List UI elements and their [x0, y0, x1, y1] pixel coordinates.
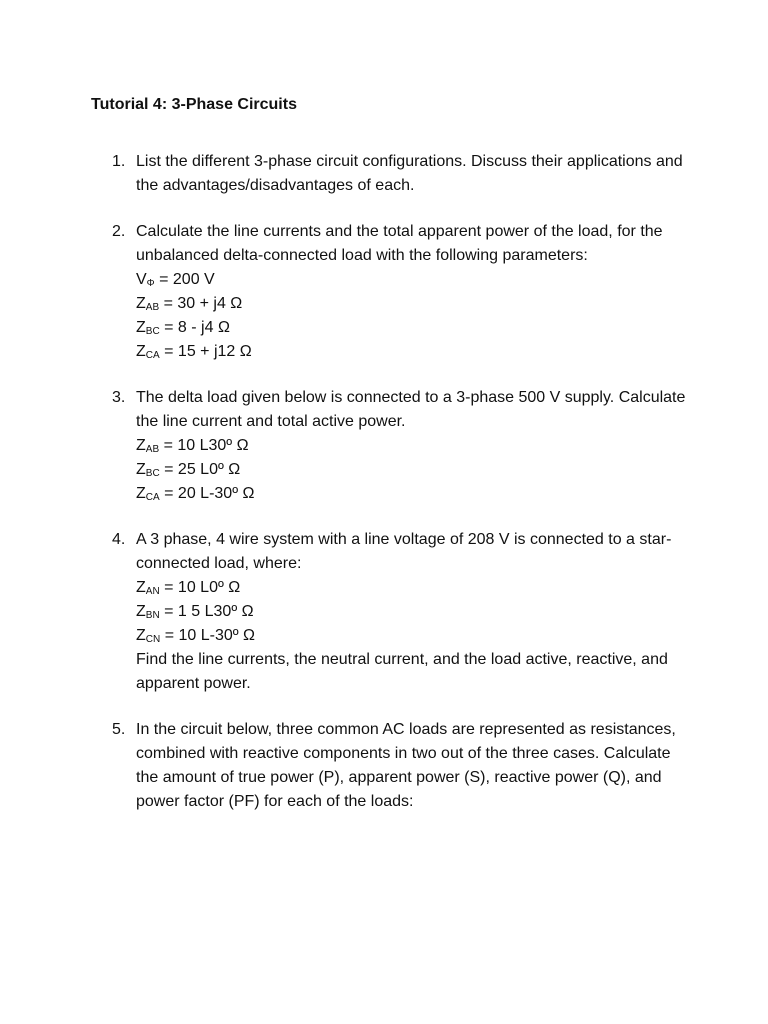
- question-text: The delta load given below is connected to a 3-phase 500 V supply. Calculate the line current and total active power.: [136, 389, 686, 430]
- param-value: = 20 L-30º Ω: [164, 485, 255, 502]
- param-symbol: Z: [136, 295, 146, 312]
- param-subscript: AN: [145, 586, 160, 597]
- param-value: = 1 5 L30º Ω: [164, 603, 254, 620]
- param-subscript: CN: [145, 634, 161, 645]
- question-text: Calculate the line currents and the total apparent power of the load, for the unbalanced delta-connected load with the following parameters:: [136, 223, 663, 264]
- param-symbol: Z: [136, 579, 146, 596]
- param-subscript: BC: [145, 326, 160, 337]
- param-symbol: Z: [136, 437, 146, 454]
- parameter-line: [136, 434, 692, 458]
- parameter-line: [136, 600, 692, 624]
- param-subscript: BC: [145, 468, 160, 479]
- question-3: [112, 386, 692, 506]
- param-symbol: Z: [136, 627, 146, 644]
- parameter-line: [136, 268, 692, 292]
- document-title: Tutorial 4: 3-Phase Circuits: [91, 96, 297, 113]
- param-value: = 10 L-30º Ω: [164, 627, 255, 644]
- param-value: = 200 V: [159, 271, 215, 288]
- param-symbol: V: [136, 271, 147, 288]
- param-symbol: Z: [136, 319, 146, 336]
- param-symbol: Z: [136, 461, 146, 478]
- param-value: = 30 + j4 Ω: [163, 295, 243, 312]
- question-text: In the circuit below, three common AC loads are represented as resistances, combined with reactive components in two out of the three cases. Calculate the amount of true power (P), apparent power (S), reactive power (Q), and power factor (PF) for each of the loads:: [136, 721, 676, 810]
- param-value: = 10 L0º Ω: [164, 579, 241, 596]
- param-value: = 10 L30º Ω: [163, 437, 249, 454]
- question-1: [112, 150, 692, 198]
- param-value: = 25 L0º Ω: [164, 461, 241, 478]
- question-2: [112, 220, 692, 364]
- question-text: List the different 3-phase circuit configurations. Discuss their applications and the advantages/disadvantages of each.: [136, 153, 683, 194]
- parameter-line: [136, 624, 692, 648]
- question-4: [112, 528, 692, 696]
- question-number: 3.: [112, 389, 126, 406]
- question-number: 4.: [112, 531, 126, 548]
- param-subscript: CA: [145, 350, 160, 361]
- param-subscript: AB: [145, 444, 160, 455]
- param-subscript: Φ: [146, 278, 155, 289]
- question-number: 2.: [112, 223, 126, 240]
- param-symbol: Z: [136, 485, 146, 502]
- parameter-line: [136, 576, 692, 600]
- param-subscript: BN: [145, 610, 160, 621]
- question-5: [112, 718, 692, 814]
- question-number: 1.: [112, 153, 126, 170]
- param-symbol: Z: [136, 343, 146, 360]
- parameter-line: [136, 340, 692, 364]
- parameter-line: [136, 316, 692, 340]
- param-subscript: AB: [145, 302, 160, 313]
- parameter-line: [136, 458, 692, 482]
- question-number: 5.: [112, 721, 126, 738]
- param-value: = 15 + j12 Ω: [164, 343, 252, 360]
- question-list: [112, 150, 692, 836]
- question-followup: Find the line currents, the neutral current, and the load active, reactive, and apparent power.: [136, 651, 668, 692]
- parameter-line: [136, 292, 692, 316]
- question-text: A 3 phase, 4 wire system with a line voltage of 208 V is connected to a star-connected load, where:: [136, 531, 672, 572]
- parameter-line: [136, 482, 692, 506]
- param-value: = 8 - j4 Ω: [164, 319, 230, 336]
- param-symbol: Z: [136, 603, 146, 620]
- param-subscript: CA: [145, 492, 160, 503]
